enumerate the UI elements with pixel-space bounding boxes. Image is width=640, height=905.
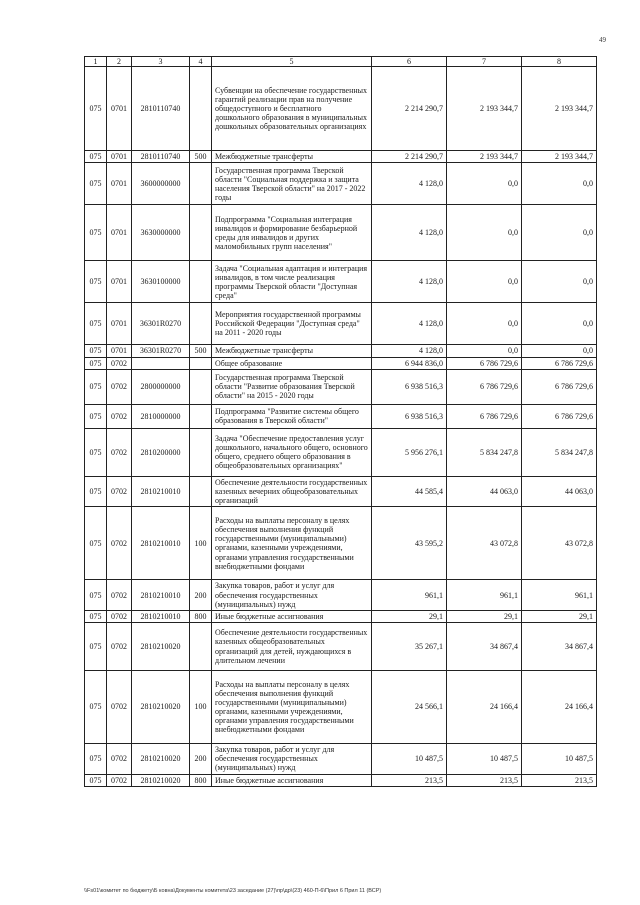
cell-description: Задача "Социальная адаптация и интеграция инвалидов, в том числе реализация программы Тверской области "Доступная среда" <box>212 261 372 303</box>
cell-amount-year-1: 10 487,5 <box>372 744 447 775</box>
cell-section-code: 0702 <box>107 744 132 775</box>
cell-admin-code: 075 <box>85 507 107 580</box>
cell-description: Субвенции на обеспечение государственных гарантий реализации прав на получение общедоступного и бесплатного дошкольного образования в муниципальных дошкольных образовательных организациях <box>212 67 372 151</box>
cell-target-article: 3600000000 <box>132 163 190 205</box>
cell-amount-year-2: 6 786 729,6 <box>447 404 522 428</box>
cell-amount-year-1: 4 128,0 <box>372 303 447 345</box>
cell-expense-type <box>190 357 212 369</box>
cell-amount-year-2: 6 786 729,6 <box>447 369 522 404</box>
cell-amount-year-2: 44 063,0 <box>447 476 522 507</box>
cell-expense-type <box>190 623 212 671</box>
cell-amount-year-2: 29,1 <box>447 610 522 622</box>
column-header: 8 <box>522 57 597 67</box>
table-row <box>85 163 597 205</box>
cell-amount-year-3: 0,0 <box>522 345 597 357</box>
page-number: 49 <box>599 36 606 44</box>
cell-expense-type <box>190 205 212 261</box>
cell-section-code: 0701 <box>107 67 132 151</box>
cell-amount-year-2: 5 834 247,8 <box>447 428 522 476</box>
cell-amount-year-1: 4 128,0 <box>372 261 447 303</box>
table-body <box>85 67 597 787</box>
cell-expense-type: 100 <box>190 507 212 580</box>
cell-amount-year-3: 10 487,5 <box>522 744 597 775</box>
cell-section-code: 0702 <box>107 369 132 404</box>
cell-section-code: 0702 <box>107 357 132 369</box>
cell-expense-type: 500 <box>190 151 212 163</box>
cell-target-article: 36301R0270 <box>132 345 190 357</box>
cell-amount-year-1: 4 128,0 <box>372 163 447 205</box>
cell-amount-year-3: 29,1 <box>522 610 597 622</box>
cell-expense-type <box>190 67 212 151</box>
cell-admin-code: 075 <box>85 369 107 404</box>
table-row <box>85 744 597 775</box>
cell-amount-year-2: 43 072,8 <box>447 507 522 580</box>
cell-target-article: 2810210010 <box>132 476 190 507</box>
cell-target-article: 3630100000 <box>132 261 190 303</box>
cell-section-code: 0702 <box>107 580 132 611</box>
cell-section-code: 0702 <box>107 428 132 476</box>
cell-amount-year-3: 5 834 247,8 <box>522 428 597 476</box>
cell-amount-year-3: 0,0 <box>522 163 597 205</box>
cell-description: Подпрограмма "Развитие системы общего образования в Тверской области" <box>212 404 372 428</box>
cell-target-article: 2810110740 <box>132 151 190 163</box>
cell-amount-year-2: 24 166,4 <box>447 671 522 744</box>
cell-amount-year-3: 43 072,8 <box>522 507 597 580</box>
cell-target-article: 2810210010 <box>132 610 190 622</box>
cell-amount-year-2: 10 487,5 <box>447 744 522 775</box>
cell-admin-code: 075 <box>85 261 107 303</box>
cell-section-code: 0702 <box>107 623 132 671</box>
cell-admin-code: 075 <box>85 357 107 369</box>
cell-amount-year-1: 29,1 <box>372 610 447 622</box>
cell-expense-type: 500 <box>190 345 212 357</box>
cell-amount-year-3: 213,5 <box>522 774 597 786</box>
cell-target-article: 2810000000 <box>132 404 190 428</box>
cell-amount-year-1: 24 566,1 <box>372 671 447 744</box>
table-row <box>85 507 597 580</box>
cell-section-code: 0702 <box>107 404 132 428</box>
cell-target-article: 2810210020 <box>132 744 190 775</box>
cell-target-article: 2810200000 <box>132 428 190 476</box>
cell-description: Задача "Обеспечение предоставления услуг дошкольного, начального общего, основного общего, среднего общего образования в общеобразовательных организациях" <box>212 428 372 476</box>
cell-amount-year-2: 2 193 344,7 <box>447 151 522 163</box>
column-header: 5 <box>212 57 372 67</box>
cell-target-article: 2810210010 <box>132 580 190 611</box>
cell-description: Закупка товаров, работ и услуг для обеспечения государственных (муниципальных) нужд <box>212 744 372 775</box>
cell-amount-year-2: 6 786 729,6 <box>447 357 522 369</box>
cell-admin-code: 075 <box>85 623 107 671</box>
cell-target-article: 2810210020 <box>132 774 190 786</box>
cell-admin-code: 075 <box>85 67 107 151</box>
cell-description: Иные бюджетные ассигнования <box>212 610 372 622</box>
cell-description: Общее образование <box>212 357 372 369</box>
table-header <box>85 57 597 67</box>
cell-description: Расходы на выплаты персоналу в целях обеспечения выполнения функций государственными (муниципальными) органами, казенными учреждениями, органами управления государственными внебюджетными фондами <box>212 671 372 744</box>
column-header: 7 <box>447 57 522 67</box>
table-row <box>85 357 597 369</box>
cell-section-code: 0701 <box>107 205 132 261</box>
cell-description: Обеспечение деятельности государственных казенных общеобразовательных организаций для детей, нуждающихся в длительном лечении <box>212 623 372 671</box>
cell-amount-year-1: 961,1 <box>372 580 447 611</box>
column-header: 2 <box>107 57 132 67</box>
cell-description: Расходы на выплаты персоналу в целях обеспечения выполнения функций государственными (муниципальными) органами, казенными учреждениями, органами управления государственными внебюджетными фондами <box>212 507 372 580</box>
cell-admin-code: 075 <box>85 744 107 775</box>
cell-expense-type <box>190 163 212 205</box>
cell-expense-type <box>190 369 212 404</box>
cell-amount-year-1: 5 956 276,1 <box>372 428 447 476</box>
cell-amount-year-3: 6 786 729,6 <box>522 369 597 404</box>
cell-section-code: 0701 <box>107 151 132 163</box>
table-row <box>85 610 597 622</box>
cell-amount-year-3: 961,1 <box>522 580 597 611</box>
table-row <box>85 428 597 476</box>
table-row <box>85 774 597 786</box>
cell-section-code: 0701 <box>107 261 132 303</box>
cell-target-article: 36301R0270 <box>132 303 190 345</box>
column-header: 6 <box>372 57 447 67</box>
column-header: 3 <box>132 57 190 67</box>
cell-target-article <box>132 357 190 369</box>
table-row <box>85 67 597 151</box>
cell-admin-code: 075 <box>85 404 107 428</box>
cell-amount-year-1: 4 128,0 <box>372 205 447 261</box>
cell-section-code: 0702 <box>107 774 132 786</box>
cell-amount-year-3: 6 786 729,6 <box>522 357 597 369</box>
file-path-footer: \\Fs01\комитет по бюджету\Б ковна\Документы комитета\23 заседание (27)\пр\др\(23) 460-П-6\Прил 6 Прил 11 (ВСР) <box>84 888 382 894</box>
cell-description: Государственная программа Тверской области "Социальная поддержка и защита населения Тверской области" на 2017 - 2022 годы <box>212 163 372 205</box>
cell-target-article: 2810210010 <box>132 507 190 580</box>
cell-expense-type <box>190 404 212 428</box>
cell-amount-year-3: 2 193 344,7 <box>522 67 597 151</box>
cell-amount-year-2: 34 867,4 <box>447 623 522 671</box>
cell-admin-code: 075 <box>85 428 107 476</box>
table-row <box>85 671 597 744</box>
cell-admin-code: 075 <box>85 163 107 205</box>
cell-admin-code: 075 <box>85 151 107 163</box>
cell-section-code: 0702 <box>107 476 132 507</box>
cell-amount-year-2: 0,0 <box>447 261 522 303</box>
cell-amount-year-1: 213,5 <box>372 774 447 786</box>
cell-amount-year-2: 0,0 <box>447 345 522 357</box>
table-row <box>85 151 597 163</box>
cell-description: Обеспечение деятельности государственных казенных вечерних общеобразовательных организаций <box>212 476 372 507</box>
cell-amount-year-1: 6 938 516,3 <box>372 369 447 404</box>
cell-expense-type <box>190 428 212 476</box>
cell-amount-year-1: 2 214 290,7 <box>372 67 447 151</box>
cell-expense-type: 800 <box>190 610 212 622</box>
cell-amount-year-3: 0,0 <box>522 205 597 261</box>
cell-amount-year-2: 0,0 <box>447 303 522 345</box>
cell-expense-type <box>190 261 212 303</box>
cell-amount-year-1: 43 595,2 <box>372 507 447 580</box>
cell-section-code: 0701 <box>107 303 132 345</box>
cell-amount-year-2: 961,1 <box>447 580 522 611</box>
cell-amount-year-3: 0,0 <box>522 303 597 345</box>
table-row <box>85 303 597 345</box>
cell-amount-year-2: 2 193 344,7 <box>447 67 522 151</box>
cell-expense-type: 100 <box>190 671 212 744</box>
cell-description: Закупка товаров, работ и услуг для обеспечения государственных (муниципальных) нужд <box>212 580 372 611</box>
cell-amount-year-1: 35 267,1 <box>372 623 447 671</box>
cell-section-code: 0702 <box>107 671 132 744</box>
budget-table <box>84 56 597 787</box>
column-header: 1 <box>85 57 107 67</box>
cell-admin-code: 075 <box>85 580 107 611</box>
cell-section-code: 0702 <box>107 610 132 622</box>
table-row <box>85 404 597 428</box>
cell-amount-year-3: 0,0 <box>522 261 597 303</box>
cell-amount-year-3: 34 867,4 <box>522 623 597 671</box>
table-row <box>85 369 597 404</box>
table-row <box>85 261 597 303</box>
cell-description: Государственная программа Тверской области "Развитие образования Тверской области" на 2015 - 2020 годы <box>212 369 372 404</box>
table-row <box>85 580 597 611</box>
cell-amount-year-2: 0,0 <box>447 205 522 261</box>
cell-expense-type: 800 <box>190 774 212 786</box>
cell-admin-code: 075 <box>85 610 107 622</box>
cell-admin-code: 075 <box>85 671 107 744</box>
cell-target-article: 3630000000 <box>132 205 190 261</box>
cell-admin-code: 075 <box>85 476 107 507</box>
cell-target-article: 2810110740 <box>132 67 190 151</box>
cell-admin-code: 075 <box>85 774 107 786</box>
cell-amount-year-2: 213,5 <box>447 774 522 786</box>
cell-description: Межбюджетные трансферты <box>212 345 372 357</box>
cell-target-article: 2810210020 <box>132 623 190 671</box>
cell-description: Мероприятия государственной программы Российской Федерации "Доступная среда" на 2011 - 2020 годы <box>212 303 372 345</box>
cell-amount-year-1: 2 214 290,7 <box>372 151 447 163</box>
cell-admin-code: 075 <box>85 345 107 357</box>
cell-amount-year-3: 6 786 729,6 <box>522 404 597 428</box>
table-row <box>85 623 597 671</box>
cell-amount-year-3: 24 166,4 <box>522 671 597 744</box>
cell-target-article: 2810210020 <box>132 671 190 744</box>
cell-amount-year-3: 2 193 344,7 <box>522 151 597 163</box>
table-row <box>85 345 597 357</box>
cell-admin-code: 075 <box>85 303 107 345</box>
cell-expense-type <box>190 303 212 345</box>
cell-expense-type <box>190 476 212 507</box>
cell-section-code: 0701 <box>107 163 132 205</box>
cell-expense-type: 200 <box>190 744 212 775</box>
cell-amount-year-2: 0,0 <box>447 163 522 205</box>
cell-amount-year-1: 6 938 516,3 <box>372 404 447 428</box>
column-header: 4 <box>190 57 212 67</box>
cell-section-code: 0701 <box>107 345 132 357</box>
table-row <box>85 476 597 507</box>
cell-admin-code: 075 <box>85 205 107 261</box>
table-row <box>85 205 597 261</box>
cell-expense-type: 200 <box>190 580 212 611</box>
cell-description: Межбюджетные трансферты <box>212 151 372 163</box>
cell-amount-year-1: 4 128,0 <box>372 345 447 357</box>
cell-amount-year-1: 6 944 836,0 <box>372 357 447 369</box>
cell-amount-year-3: 44 063,0 <box>522 476 597 507</box>
cell-target-article: 2800000000 <box>132 369 190 404</box>
cell-amount-year-1: 44 585,4 <box>372 476 447 507</box>
cell-description: Подпрограмма "Социальная интеграция инвалидов и формирование безбарьерной среды для инвалидов и других маломобильных групп населения" <box>212 205 372 261</box>
cell-section-code: 0702 <box>107 507 132 580</box>
cell-description: Иные бюджетные ассигнования <box>212 774 372 786</box>
